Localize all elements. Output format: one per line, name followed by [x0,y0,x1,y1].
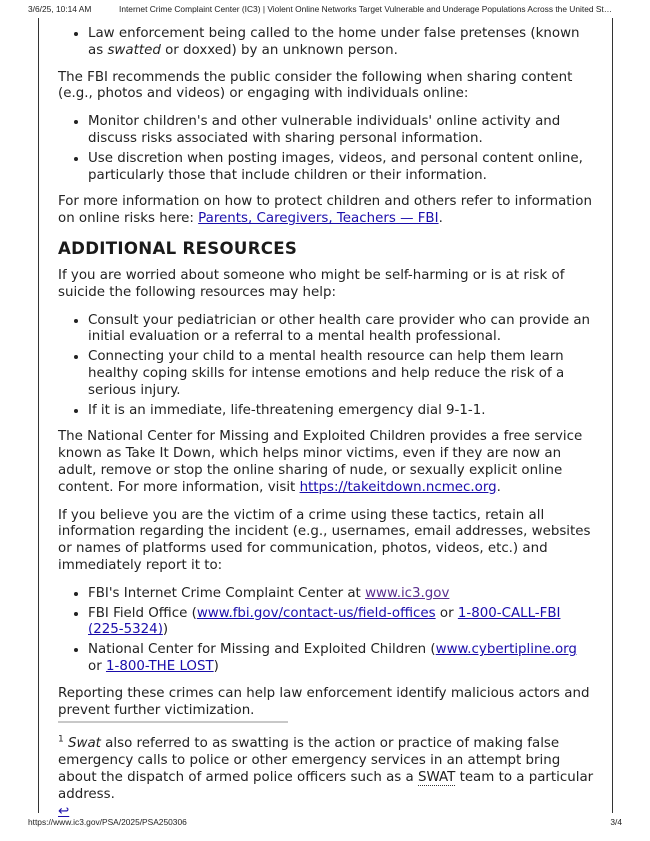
list-item: • Connecting your child to a mental health resource can help them learn healthy coping skills for intense emotions and help reduce the risk of a serious injury. [88,349,594,399]
takeitdown-link[interactable]: https://takeitdown.ncmec.org [299,479,497,495]
footnote-term: Swat [68,736,101,752]
call-fbi-phone-link[interactable]: 1-800-CALL-FBI (225-5324) [88,605,561,638]
cybertipline-link[interactable]: www.cybertipline.org [435,642,577,658]
resources-intro: If you are worried about someone who might be self-harming or is at risk of suicide the following resources may help: [58,267,565,300]
list-item: • Monitor children's and other vulnerable individuals' online activity and discuss risks associated with sharing personal information. [88,114,594,148]
list-item: • Use discretion when posting images, videos, and personal content online, particularly those that include children or their information. [88,151,594,185]
list-item: • Consult your pediatrician or other health care provider who can provide an initial evaluation or a referral to a mental health professional. [88,313,594,347]
ic3-link[interactable]: www.ic3.gov [365,585,450,601]
swatted-term: swatted [107,42,161,58]
print-page-number: 3/4 [610,817,622,827]
recommend-intro: The FBI recommends the public consider the following when sharing content (e.g., photos and videos) or engaging with individuals online: [58,69,573,102]
footnote: $^1$ Swat also referred to as swatting is the action or practice of making false emergency calls to police or other emergency services in an attempt bring about the dispatch of armed police officers such as a SWAT team to a particular address. ↩ [58,734,594,820]
report-list [58,586,594,676]
print-footer [0,817,650,833]
footnote-number: 1 [58,734,64,745]
right-border-line [612,18,613,813]
footnote-back-link[interactable]: ↩ [58,804,70,820]
additional-resources-heading: ADDITIONAL RESOURCES [58,238,298,258]
recommend-list [58,114,594,184]
print-url: https://www.ic3.gov/PSA/2025/PSA250306 [28,817,187,827]
footnote-divider [58,721,288,723]
closing-paragraph: Reporting these crimes can help law enforcement identify malicious actors and prevent further victimization. [58,685,590,718]
report-intro: If you believe you are the victim of a crime using these tactics, retain all information regarding the incident (e.g., usernames, email addresses, websites or names of platforms used for communication, photos, videos, etc.) and immediately report it to: [58,507,591,573]
field-offices-link[interactable]: www.fbi.gov/contact-us/field-offices [196,605,436,621]
print-page-title: Internet Crime Complaint Center (IC3) | Violent Online Networks Target Vulnerable and Underage Populations Across the United St… [119,4,613,14]
ncmec-paragraph: The National Center for Missing and Exploited Children provides a free service known as Take It Down, which helps minor victims, even if they are now an adult, remove or stop the online sharing of nude, or sexually explicit online content. For more information, visit https://takeitdown.ncmec.org. [58,429,583,495]
list-item: • Law enforcement being called to the home under false pretenses (known as swatted or doxxed) by an unknown person. [88,26,594,60]
indicator-list [58,26,594,60]
left-border-line [38,18,39,813]
list-item: • FBI Field Office (www.fbi.gov/contact-us/field-offices or 1-800-CALL-FBI (225-5324)) [88,606,594,640]
resources-list [58,313,594,420]
list-item: • FBI's Internet Crime Complaint Center at www.ic3.gov [88,586,594,603]
swat-abbreviation[interactable]: SWAT [418,769,456,785]
print-datetime: 3/6/25, 10:14 AM [28,4,92,14]
list-item: • National Center for Missing and Exploited Children (www.cybertipline.org or 1-800-THE LOST) [88,642,594,676]
more-info-paragraph: For more information on how to protect children and others refer to information on online risks here: Parents, Caregivers, Teachers — FBI. [58,194,592,227]
the-lost-phone-link[interactable]: 1-800-THE LOST [105,658,214,674]
article-content [58,26,594,832]
parents-caregivers-link[interactable]: Parents, Caregivers, Teachers — FBI [198,211,439,227]
list-item: • If it is an immediate, life-threatening emergency dial 9-1-1. [88,403,594,420]
print-header [0,0,650,20]
